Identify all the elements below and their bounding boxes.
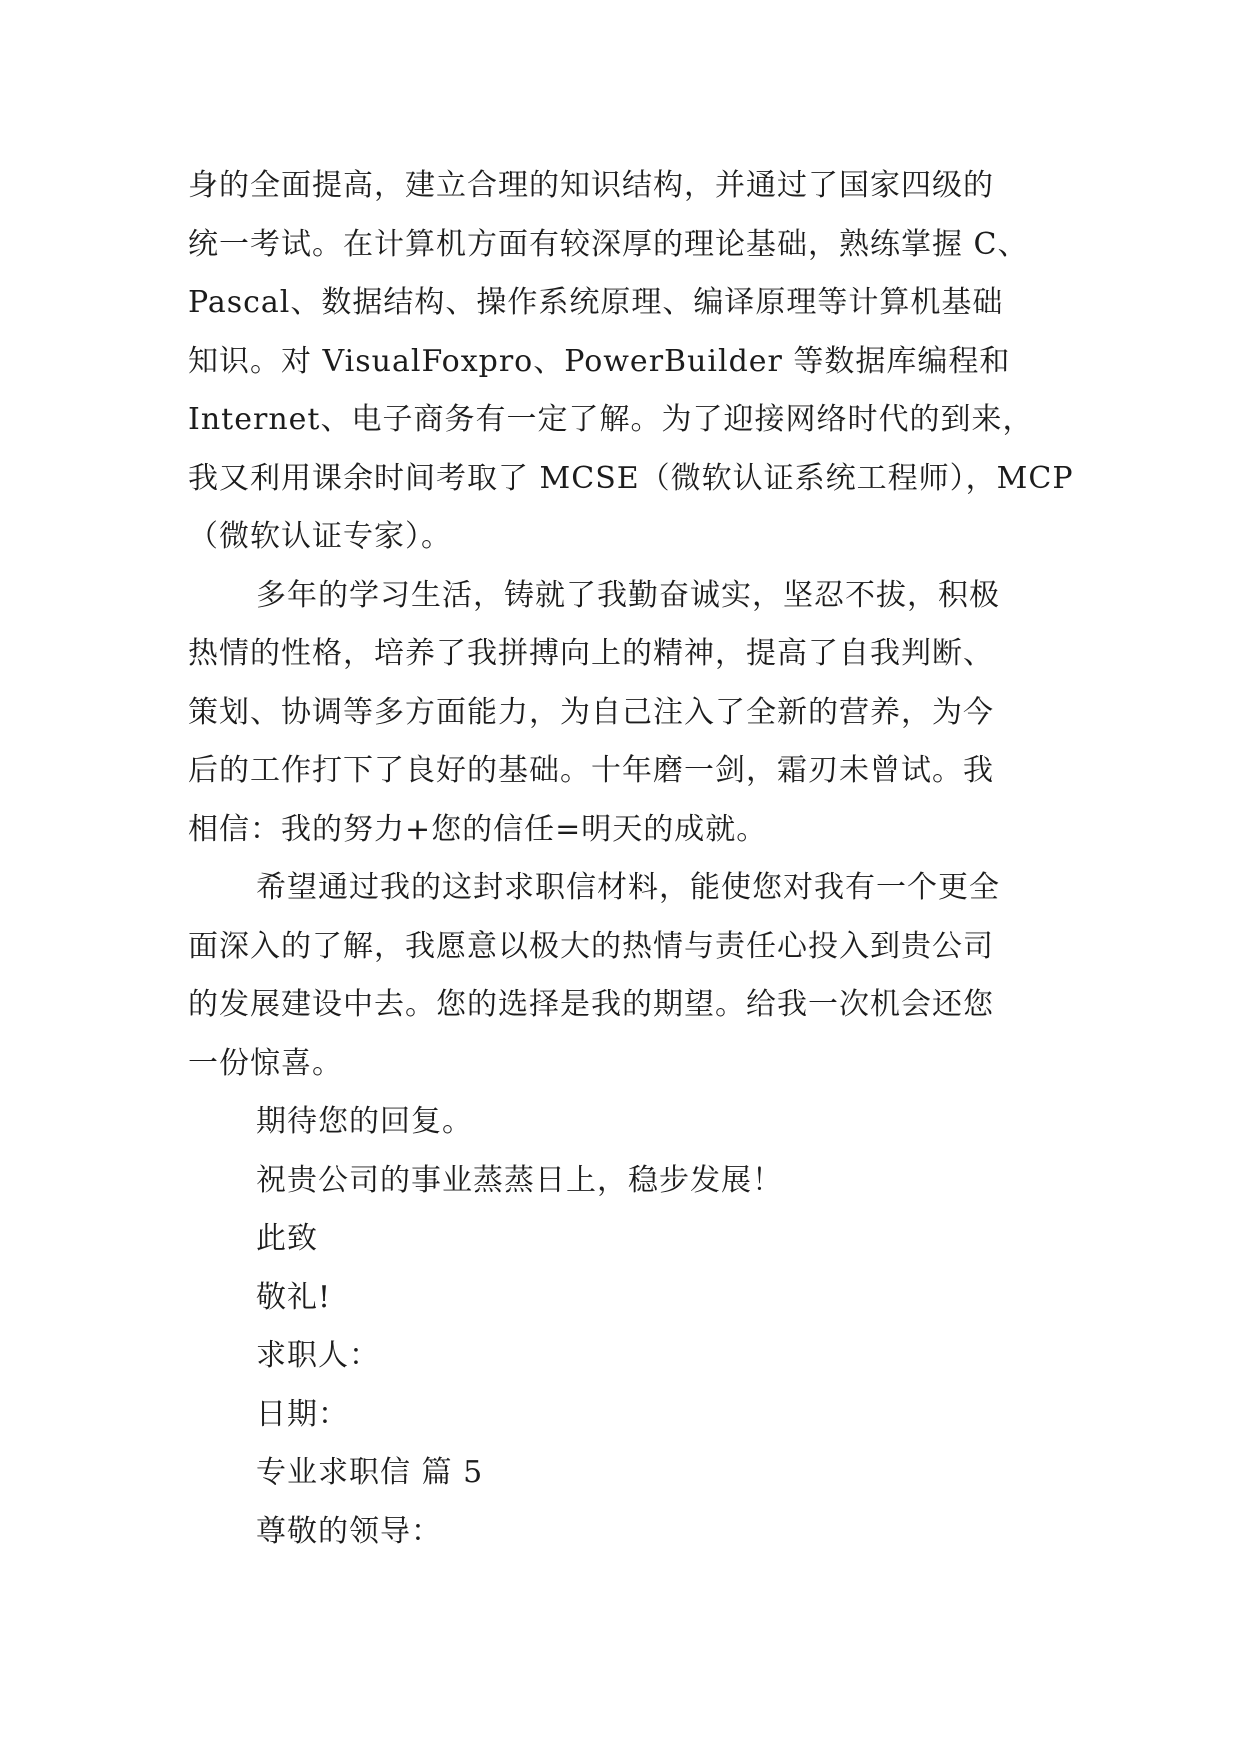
text-line: 热情的性格，培养了我拼搏向上的精神，提高了自我判断、: [188, 636, 994, 671]
text-line: Pascal、数据结构、操作系统原理、编译原理等计算机基础: [188, 285, 1004, 320]
text-line: 的发展建设中去。您的选择是我的期望。给我一次机会还您: [188, 987, 994, 1022]
text-line: 策划、协调等多方面能力，为自己注入了全新的营养，为今: [188, 694, 994, 730]
text-line: 身的全面提高，建立合理的知识结构，并通过了国家四级的: [188, 168, 994, 203]
paragraph-start-line: 多年的学习生活，铸就了我勤奋诚实，坚忍不拔，积极: [256, 577, 1000, 613]
date-label: 日期：: [256, 1396, 349, 1432]
text-line: 知识。对 VisualFoxpro、PowerBuilder 等数据库编程和: [188, 343, 1011, 379]
text-line: 相信：我的努力+您的信任=明天的成就。: [188, 811, 768, 847]
text-line: Internet、电子商务有一定了解。为了迎接网络时代的到来，: [188, 402, 1034, 437]
letter-body: [188, 157, 1074, 1561]
text-line: 一份惊喜。: [188, 1045, 343, 1081]
closing-line: 期待您的回复。: [256, 1104, 473, 1139]
salutation-line: 敬礼!: [256, 1279, 332, 1315]
paragraph-start-line: 希望通过我的这封求职信材料，能使您对我有一个更全: [256, 870, 1000, 905]
text-line: 后的工作打下了良好的基础。十年磨一剑，霜刃未曾试。我: [188, 753, 994, 788]
text-line: （微软认证专家）。: [188, 519, 452, 554]
section-title: 专业求职信 篇 5: [256, 1455, 484, 1490]
text-line: 面深入的了解，我愿意以极大的热情与责任心投入到贵公司: [188, 928, 994, 964]
applicant-label: 求职人：: [256, 1338, 380, 1373]
text-line: 统一考试。在计算机方面有较深厚的理论基础，熟练掌握 C、: [188, 226, 1029, 262]
greeting-line: 尊敬的领导：: [256, 1513, 442, 1549]
salutation-line: 此致: [256, 1221, 318, 1256]
text-line: 我又利用课余时间考取了 MCSE（微软认证系统工程师），MCP: [188, 460, 1074, 496]
closing-line: 祝贵公司的事业蒸蒸日上，稳步发展！: [256, 1162, 783, 1198]
